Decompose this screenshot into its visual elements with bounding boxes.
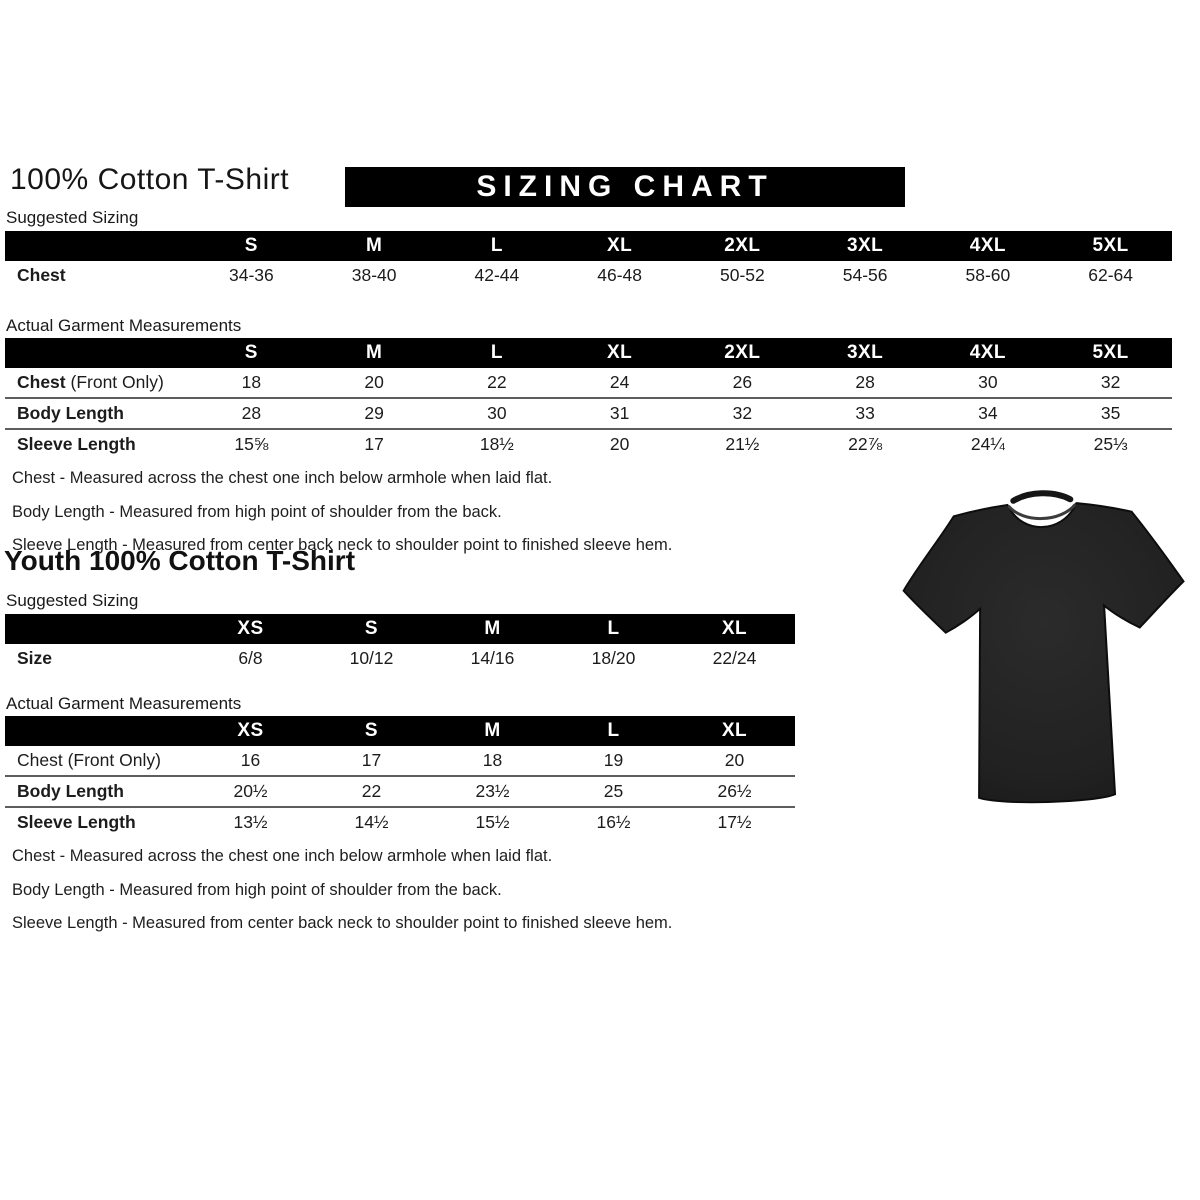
size-column-header: XL (558, 231, 681, 261)
size-column-header: S (190, 338, 313, 368)
measurement-cell: 17½ (674, 806, 795, 837)
size-column-header: 5XL (1049, 338, 1172, 368)
sizing-chart-banner-text: SIZING CHART (476, 170, 774, 203)
sizing-chart-banner (345, 167, 905, 207)
table-corner (5, 338, 190, 368)
tshirt-illustration (888, 462, 1200, 820)
row-label: Body Length (5, 397, 190, 428)
youth-garment-measurements-label: Actual Garment Measurements (6, 694, 242, 713)
size-column-header: S (311, 614, 432, 644)
row-label: Size (17, 648, 53, 668)
size-column-header: L (553, 716, 674, 746)
size-column-header: M (432, 716, 553, 746)
measurement-cell: 33 (804, 397, 927, 428)
row-label: Chest (Front Only) (17, 372, 164, 392)
row-label: Sleeve Length (5, 806, 190, 837)
size-column-header: 4XL (927, 338, 1050, 368)
measurement-cell: 54-56 (842, 265, 888, 285)
measurement-cell: 35 (1049, 397, 1172, 428)
measurement-cell: 18½ (436, 428, 559, 459)
youth-garment-measurements-table (5, 716, 795, 837)
measurement-cell: 16 (240, 750, 261, 770)
measurement-cell: 14/16 (470, 648, 515, 668)
adult-suggested-sizing-table (5, 231, 1172, 290)
measurement-cell: 30 (436, 397, 559, 428)
size-column-header: 3XL (804, 231, 927, 261)
note-line: Body Length - Measured from high point of shoulder from the back. (12, 880, 502, 899)
measurement-cell: 32 (681, 397, 804, 428)
measurement-cell: 18 (241, 372, 262, 392)
measurement-cell: 46-48 (597, 265, 642, 285)
size-column-header: XL (674, 716, 795, 746)
measurement-cell: 22 (487, 372, 507, 392)
size-column-header: S (190, 231, 313, 261)
measurement-cell: 19 (603, 750, 624, 770)
size-column-header: XL (674, 614, 795, 644)
measurement-cell: 28 (190, 397, 313, 428)
measurement-cell: 34-36 (228, 265, 274, 285)
size-column-header: 2XL (681, 231, 804, 261)
note-line: Sleeve Length - Measured from center back neck to shoulder point to finished sleeve hem. (12, 536, 673, 554)
measurement-cell: 17 (313, 428, 436, 459)
measurement-cell: 21½ (681, 428, 804, 459)
size-column-header: 5XL (1049, 231, 1172, 261)
size-column-header: 2XL (681, 338, 804, 368)
measurement-cell: 20 (558, 428, 681, 459)
size-column-header: 3XL (804, 338, 927, 368)
measurement-cell: 28 (855, 372, 875, 392)
youth-suggested-sizing-label: Suggested Sizing (6, 591, 139, 610)
measurement-cell: 20½ (190, 775, 311, 806)
measurement-cell: 10/12 (349, 648, 394, 668)
measurement-cell: 23½ (432, 775, 553, 806)
size-column-header: XS (190, 716, 311, 746)
measurement-cell: 20 (724, 750, 745, 770)
size-column-header: M (313, 338, 436, 368)
measurement-cell: 22⅞ (804, 428, 927, 459)
measurement-cell: 15½ (432, 806, 553, 837)
measurement-cell: 18 (482, 750, 503, 770)
note-line: Chest - Measured across the chest one inch below armhole when laid flat. (12, 469, 553, 487)
size-column-header: S (311, 716, 432, 746)
measurement-cell: 50-52 (719, 265, 765, 285)
size-column-header: L (436, 231, 559, 261)
measurement-cell: 6/8 (238, 648, 263, 668)
row-label: Sleeve Length (5, 428, 190, 459)
adult-garment-measurements-label: Actual Garment Measurements (6, 316, 242, 335)
table-corner (5, 614, 190, 644)
measurement-cell: 62-64 (1088, 265, 1133, 285)
row-label: Chest (17, 265, 66, 285)
measurement-cell: 42-44 (474, 265, 520, 285)
measurement-cell: 25 (553, 775, 674, 806)
measurement-cell: 14½ (311, 806, 432, 837)
measurement-cell: 15⅝ (190, 428, 313, 459)
size-column-header: L (553, 614, 674, 644)
measurement-cell: 58-60 (965, 265, 1011, 285)
measurement-cell: 38-40 (351, 265, 397, 285)
youth-suggested-sizing-table (5, 614, 795, 673)
black-tshirt-photo (893, 466, 1198, 816)
measurement-cell: 24 (609, 372, 630, 392)
note-line: Body Length - Measured from high point of shoulder from the back. (12, 502, 502, 521)
table-corner (5, 231, 190, 261)
measurement-cell: 26 (732, 372, 753, 392)
size-column-header: XL (558, 338, 681, 368)
page-title: 100% Cotton T-Shirt (10, 163, 290, 196)
measurement-cell: 32 (1100, 372, 1121, 392)
measurement-cell: 16½ (553, 806, 674, 837)
measurement-cell: 22 (311, 775, 432, 806)
tshirt-back-collar (1013, 493, 1070, 501)
row-label: Body Length (5, 775, 190, 806)
youth-measurement-notes (12, 840, 672, 941)
size-column-header: XS (190, 614, 311, 644)
size-column-header: M (432, 614, 553, 644)
note-line: Sleeve Length - Measured from center back neck to shoulder point to finished sleeve hem. (12, 914, 673, 932)
size-column-header: 4XL (927, 231, 1050, 261)
measurement-cell: 24¼ (927, 428, 1050, 459)
row-label: Chest (Front Only) (17, 750, 161, 770)
measurement-cell: 25⅓ (1049, 428, 1172, 459)
measurement-cell: 30 (978, 372, 998, 392)
measurement-cell: 17 (361, 750, 382, 770)
adult-garment-measurements-table (5, 338, 1172, 459)
adult-suggested-sizing-label: Suggested Sizing (6, 208, 139, 227)
measurement-cell: 34 (927, 397, 1050, 428)
size-column-header: M (313, 231, 436, 261)
size-column-header: L (436, 338, 559, 368)
measurement-cell: 31 (558, 397, 681, 428)
tshirt-body-shape (901, 500, 1189, 805)
note-line: Chest - Measured across the chest one inch below armhole when laid flat. (12, 847, 553, 865)
measurement-cell: 18/20 (591, 648, 636, 668)
measurement-cell: 22/24 (712, 648, 757, 668)
measurement-cell: 26½ (674, 775, 795, 806)
youth-section-title: Youth 100% Cotton T-Shirt (4, 545, 356, 576)
measurement-cell: 20 (364, 372, 384, 392)
measurement-cell: 13½ (190, 806, 311, 837)
measurement-cell: 29 (313, 397, 436, 428)
table-corner (5, 716, 190, 746)
